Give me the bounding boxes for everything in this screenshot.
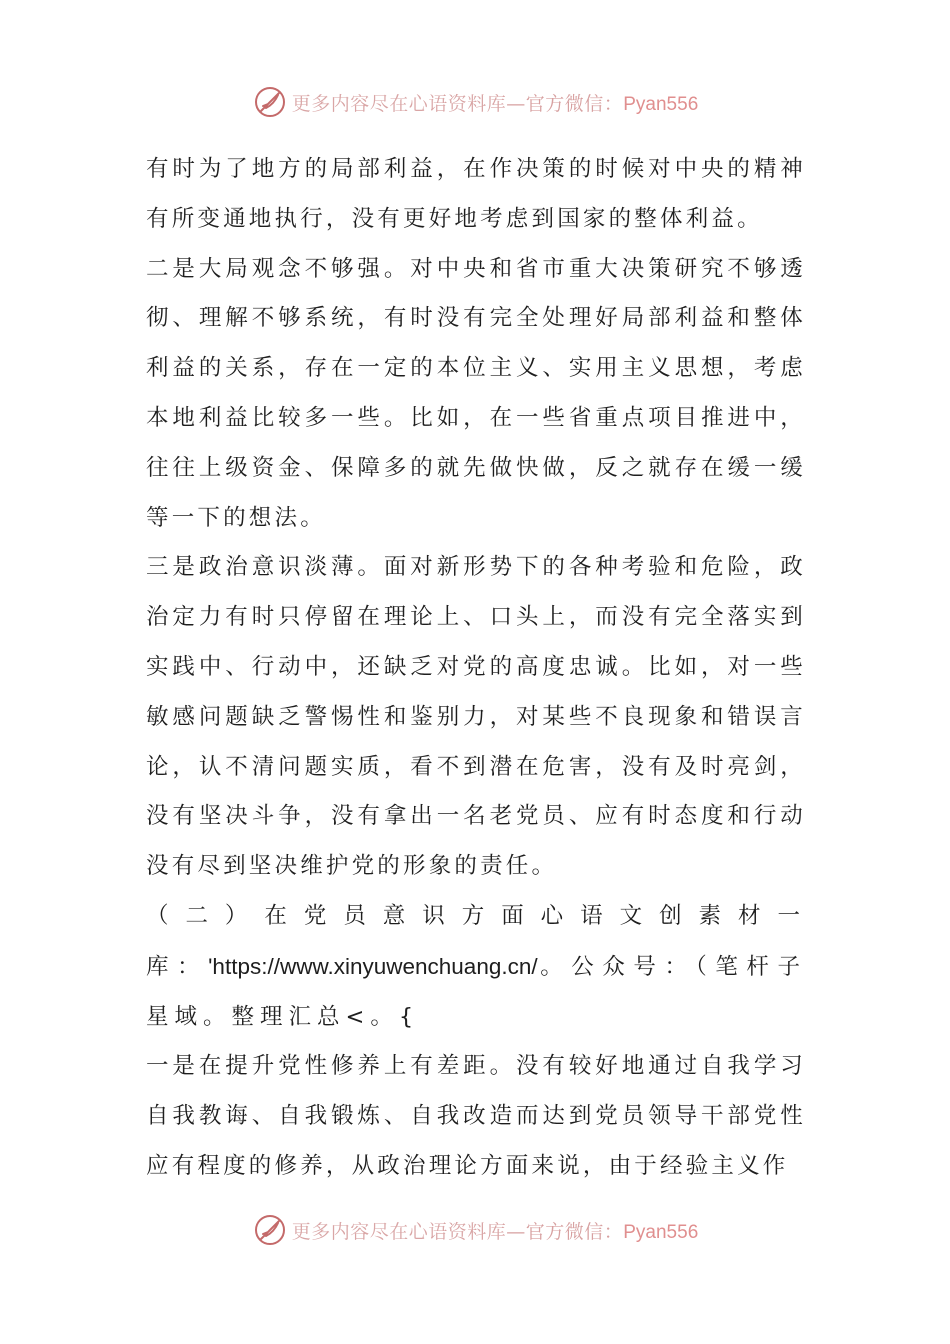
- section-2-heading: [146, 892, 806, 1042]
- paragraph-3: 三是政治意识淡薄。面对新形势下的各种考验和危险，政治定力有时只停留在理论上、口头上，而没有完全落实到实践中、行动中，还缺乏对党的高度忠诚。比如，对一些敏感问题缺乏警惕性和鉴别力，对某些不良现象和错误言论，认不清问题实质，看不到潜在危害，没有及时亮剑，没有坚决斗争，没有拿出一名老党员、应有时态度和行动没有尽到坚决维护党的形象的责任。: [146, 554, 806, 880]
- banner-text: 更多内容尽在心语资料库—官方微信：Pyan556: [291, 1220, 699, 1243]
- quill-logo-icon: [252, 1212, 288, 1248]
- section-2-prefix: （二）在党员意识方面心语文创素材一库：: [146, 902, 806, 980]
- website-link[interactable]: 'https://www.xinyuwenchuang.cn/: [208, 953, 538, 979]
- footer-banner: [0, 1210, 950, 1250]
- paragraph-last: 一是在提升党性修养上有差距。没有较好地通过自我学习自我教诲、自我锻炼、自我改造而达到党员领导干部党性应有程度的修养，从政治理论方面来说，由于经验主义作: [146, 1053, 806, 1179]
- section-2-suffix: 。公众号：（笔杆子星域。整理汇总<。{: [146, 953, 806, 1030]
- header-banner: [0, 82, 950, 122]
- paragraph-1: 有时为了地方的局部利益，在作决策的时候对中央的精神有所变通地执行，没有更好地考虑到国家的整体利益。: [146, 156, 806, 232]
- quill-logo-icon: [252, 84, 288, 120]
- paragraph-2: 二是大局观念不够强。对中央和省市重大决策研究不够透彻、理解不够系统，有时没有完全处理好局部利益和整体利益的关系，存在一定的本位主义、实用主义思想，考虑本地利益比较多一些。比如，在一些省重点项目推进中，往往上级资金、保障多的就先做快做，反之就存在缓一缓等一下的想法。: [146, 255, 806, 531]
- document-body: [146, 145, 806, 1192]
- banner-text: 更多内容尽在心语资料库—官方微信：Pyan556: [291, 92, 699, 115]
